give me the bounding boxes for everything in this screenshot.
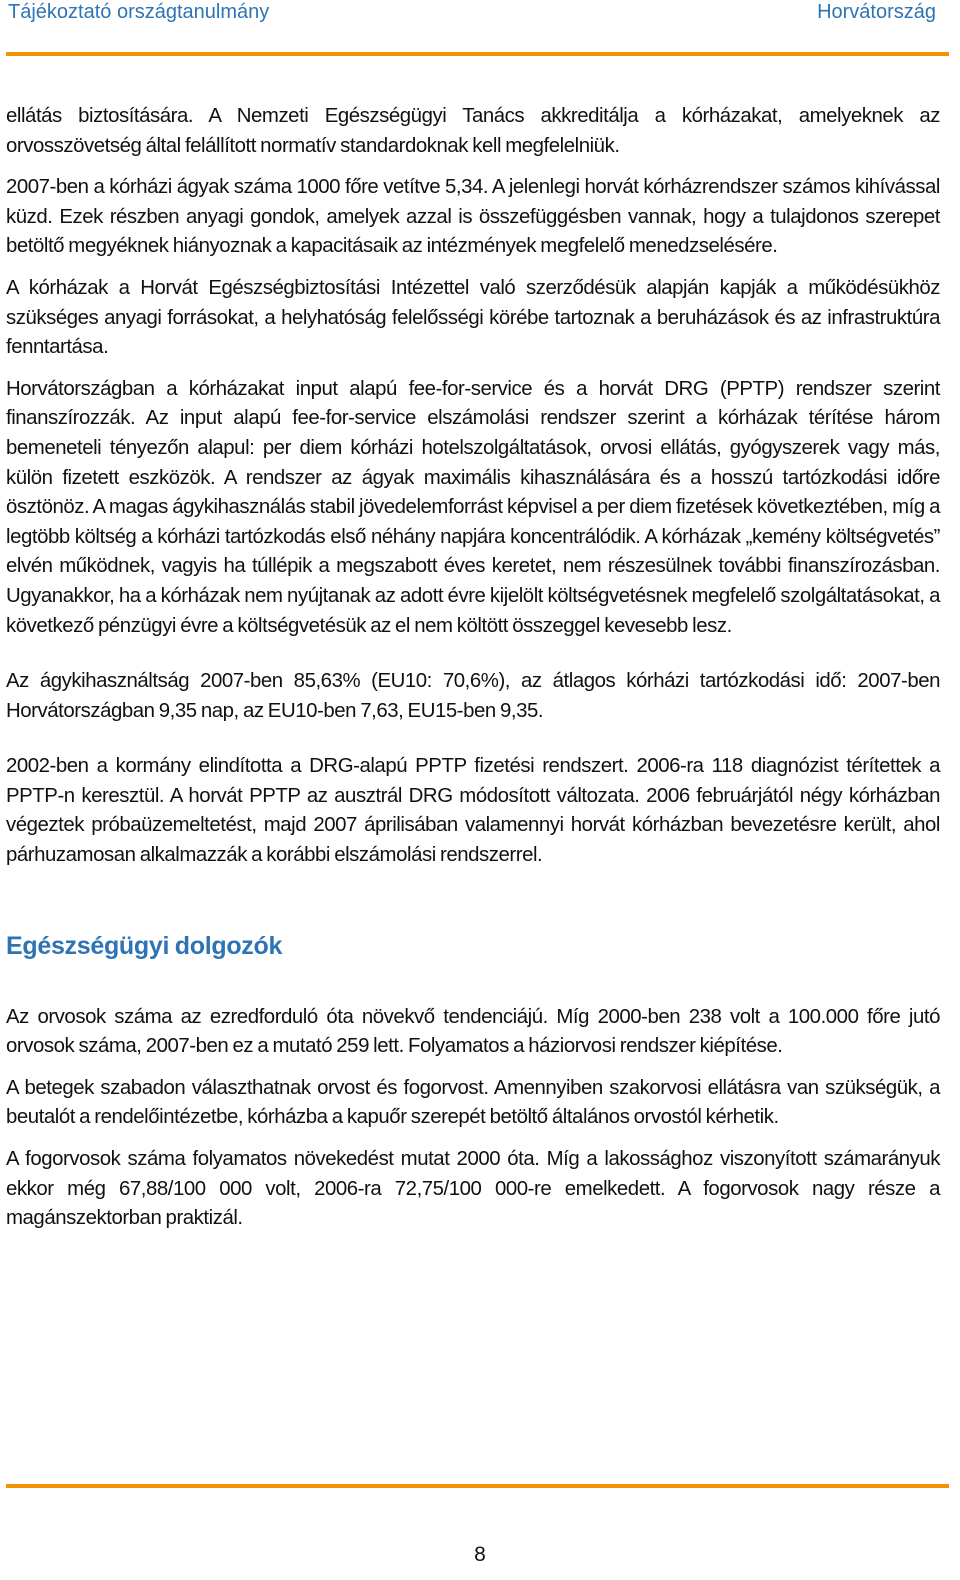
body-paragraph: Az ágykihasználtság 2007-ben 85,63% (EU10: 70,6%), az átlagos kórházi tartózkodási idő: 2007-ben Horvátországban 9,35 nap, az EU10-ben 7,63, EU15-ben 9,35.	[6, 670, 940, 722]
header-divider	[6, 52, 949, 56]
document-body	[6, 102, 940, 1246]
body-paragraph: 2002-ben a kormány elindította a DRG-alapú PPTP fizetési rendszert. 2006-ra 118 diagnózist térítettek a PPTP-n keresztül. A horvát PPTP az ausztrál DRG módosított változata. 2006 februárjától négy kórházban végeztek próbaüzemeltetést, majd 2007 áprilisában valamennyi horvát kórházban bevezetésre került, ahol párhuzamosan alkalmazzák a korábbi elszámolási rendszerrel.	[6, 755, 940, 867]
section-paragraph: A betegek szabadon választhatnak orvost és fogorvost. Amennyiben szakorvosi ellátásra van szükségük, a beutalót a rendelőintézetbe, kórházba a kapuőr szerepét betöltő általános orvostól kérhetik.	[6, 1076, 940, 1129]
body-paragraph: ellátás biztosítására. A Nemzeti Egészségügyi Tanács akkreditálja a kórházakat, amelyeknek az orvosszövetség által felállított normatív standardoknak kell megfelelniük.	[6, 105, 940, 157]
section-paragraph: A fogorvosok száma folyamatos növekedést mutat 2000 óta. Míg a lakossághoz viszonyított számarányuk ekkor még 67,88/100 000 volt, 2006-ra 72,75/100 000-re emelkedett. A fogorvosok nagy része a magánszektorban praktizál.	[6, 1148, 940, 1230]
body-paragraph: A kórházak a Horvát Egészségbiztosítási Intézettel való szerződésük alapján kapják a működésükhöz szükséges anyagi forrásokat, a helyhatóság felelősségi körébe tartoznak a beruházások és az infrastruktúra fenntartása.	[6, 276, 940, 359]
page-number: 8	[474, 1543, 486, 1566]
header-country-name: Horvátország	[817, 1, 936, 23]
body-paragraph: 2007-ben a kórházi ágyak száma 1000 főre vetítve 5,34. A jelenlegi horvát kórházrendszer számos kihívással küzd. Ezek részben anyagi gondok, amelyek azzal is összefüggésben vannak, hogy a tulajdonos szerepet betöltő megyéknek hiányoznak a kapacitásaik az intézmények megfelelő menedzselésére.	[6, 176, 940, 258]
page-header	[6, 0, 948, 34]
section-heading: Egészségügyi dolgozók	[6, 931, 283, 960]
body-paragraph: Horvátországban a kórházakat input alapú fee-for-service és a horvát DRG (PPTP) rendszer szerint finanszírozzák. Az input alapú fee-for-service elszámolási rendszer szerint a kórházak térítése három bemeneteli tényezőn alapul: per diem kórházi hotelszolgáltatások, orvosi ellátás, gyógyszerek vagy más, külön fizetett eszközök. A rendszer az ágyak maximális kihasználására és a hosszú tartózkodási időre ösztönöz. A magas ágykihasználás stabil jövedelemforrást képvisel a per diem fizetések következtében, míg a legtöbb költség a kórházi tartózkodás első néhány napjára koncentrálódik. A kórházak „kemény költségvetés” elvén működnek, vagyis ha túllépik a megszabott éves keretet, nem részesülnek további finanszírozásban. Ugyanakkor, ha a kórházak nem nyújtanak az adott évre kijelölt költségvetésnek megfelelő szolgáltatásokat, a következő pénzügyi évre a költségvetésük az el nem költött összeggel kevesebb lesz.	[6, 377, 940, 637]
footer-divider	[6, 1484, 949, 1488]
section-paragraph: Az orvosok száma az ezredforduló óta növekvő tendenciájú. Míg 2000-ben 238 volt a 100.000 főre jutó orvosok száma, 2007-ben ez a mutató 259 lett. Folyamatos a háziorvosi rendszer kiépítése.	[6, 1005, 940, 1058]
header-document-title: Tájékoztató országtanulmány	[8, 1, 270, 23]
